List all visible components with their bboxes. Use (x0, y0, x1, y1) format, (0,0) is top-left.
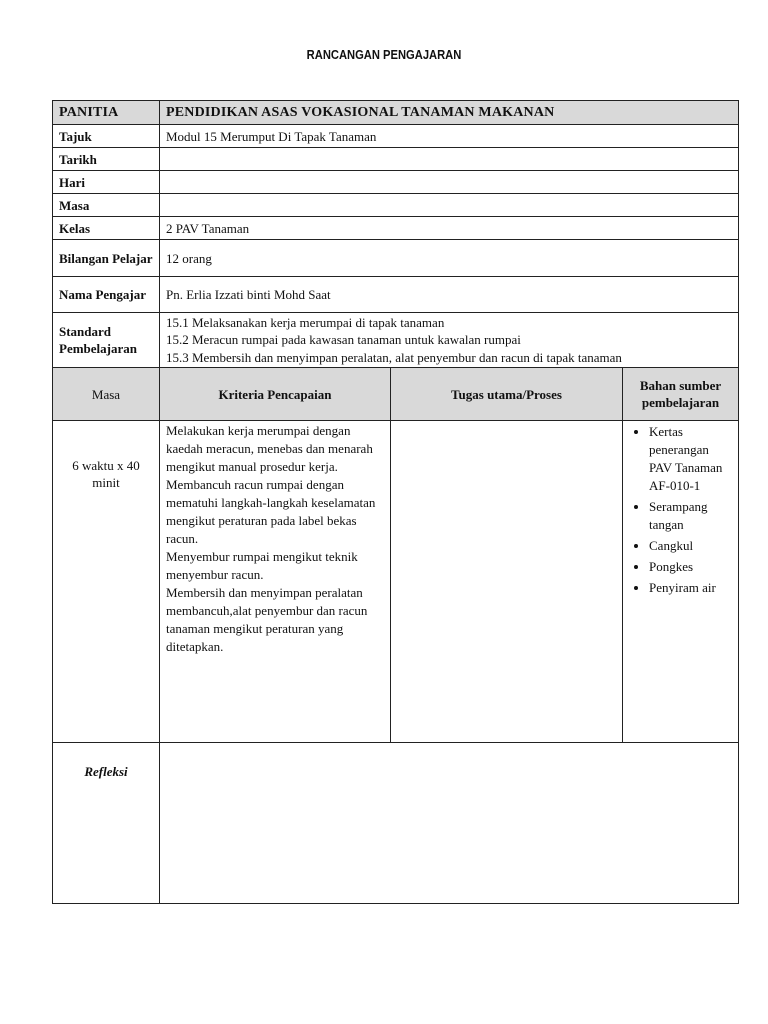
tajuk-value: Modul 15 Merumput Di Tapak Tanaman (160, 125, 739, 148)
nama-pengajar-row (53, 277, 739, 313)
hari-value (160, 171, 739, 194)
tugas-column-header: Tugas utama/Proses (391, 368, 623, 421)
bilangan-pelajar-row (53, 240, 739, 277)
lesson-masa: 6 waktu x 40 minit (53, 421, 160, 743)
hari-label: Hari (53, 171, 160, 194)
document-title: RANCANGAN PENGAJARAN (306, 47, 462, 62)
lesson-content-row (53, 421, 739, 743)
tarikh-label: Tarikh (53, 148, 160, 171)
nama-pengajar-value: Pn. Erlia Izzati binti Mohd Saat (160, 277, 739, 313)
standard-line: 15.1 Melaksanakan kerja merumpai di tapak tanaman (166, 314, 445, 330)
bilangan-pelajar-value: 12 orang (160, 240, 739, 277)
masa-label: Masa (53, 194, 160, 217)
panitia-label: PANITIA (53, 101, 160, 125)
tajuk-label: Tajuk (53, 125, 160, 148)
masa-column-header: Masa (53, 368, 160, 421)
bahan-item: • Serampang tangan (649, 498, 734, 534)
kelas-row (53, 217, 739, 240)
lesson-tugas (391, 421, 623, 743)
bahan-list (629, 423, 734, 597)
kriteria-item: Membersih dan menyimpan peralatan membancuh,alat penyembur dan racun tanaman mengikut peraturan yang ditetapkan. (166, 585, 368, 654)
bahan-item: • Pongkes (649, 558, 734, 576)
kriteria-column-header: Kriteria Pencapaian (160, 368, 391, 421)
bahan-item: • Kertas penerangan PAV Tanaman AF-010-1 (649, 423, 734, 495)
standard-line: 15.2 Meracun rumpai pada kawasan tanaman untuk kawalan rumpai (166, 332, 521, 348)
standard-line: 15.3 Membersih dan menyimpan peralatan, alat penyembur dan racun di tapak tanaman (166, 349, 622, 365)
panitia-row (53, 101, 739, 125)
kelas-value: 2 PAV Tanaman (160, 217, 739, 240)
masa-value (160, 194, 739, 217)
bahan-item: • Penyiram air (649, 579, 734, 597)
kriteria-item: Membancuh racun rumpai dengan mematuhi langkah-langkah keselamatan mengikut peraturan pada label bekas racun. (166, 477, 376, 546)
masa-row (53, 194, 739, 217)
hari-row (53, 171, 739, 194)
standard-pembelajaran-row (53, 313, 739, 368)
refleksi-value (160, 743, 739, 904)
lesson-kriteria (160, 421, 391, 743)
bahan-column-header: Bahan sumber pembelajaran (623, 368, 739, 421)
column-header-row (53, 368, 739, 421)
nama-pengajar-label: Nama Pengajar (53, 277, 160, 313)
standard-pembelajaran-value (160, 313, 739, 368)
refleksi-row (53, 743, 739, 904)
kriteria-item: Melakukan kerja merumpai dengan kaedah meracun, menebas dan menarah mengikut manual prosedur kerja. (166, 423, 373, 474)
panitia-value: PENDIDIKAN ASAS VOKASIONAL TANAMAN MAKANAN (160, 101, 739, 125)
kriteria-item: Menyembur rumpai mengikut teknik menyembur racun. (166, 549, 358, 582)
kelas-label: Kelas (53, 217, 160, 240)
tajuk-row (53, 125, 739, 148)
lesson-plan-table (52, 100, 739, 904)
tarikh-value (160, 148, 739, 171)
standard-pembelajaran-label: Standard Pembelajaran (53, 313, 160, 368)
bilangan-pelajar-label: Bilangan Pelajar (53, 240, 160, 277)
tarikh-row (53, 148, 739, 171)
lesson-bahan (623, 421, 739, 743)
bahan-item: • Cangkul (649, 537, 734, 555)
refleksi-label: Refleksi (53, 743, 160, 904)
